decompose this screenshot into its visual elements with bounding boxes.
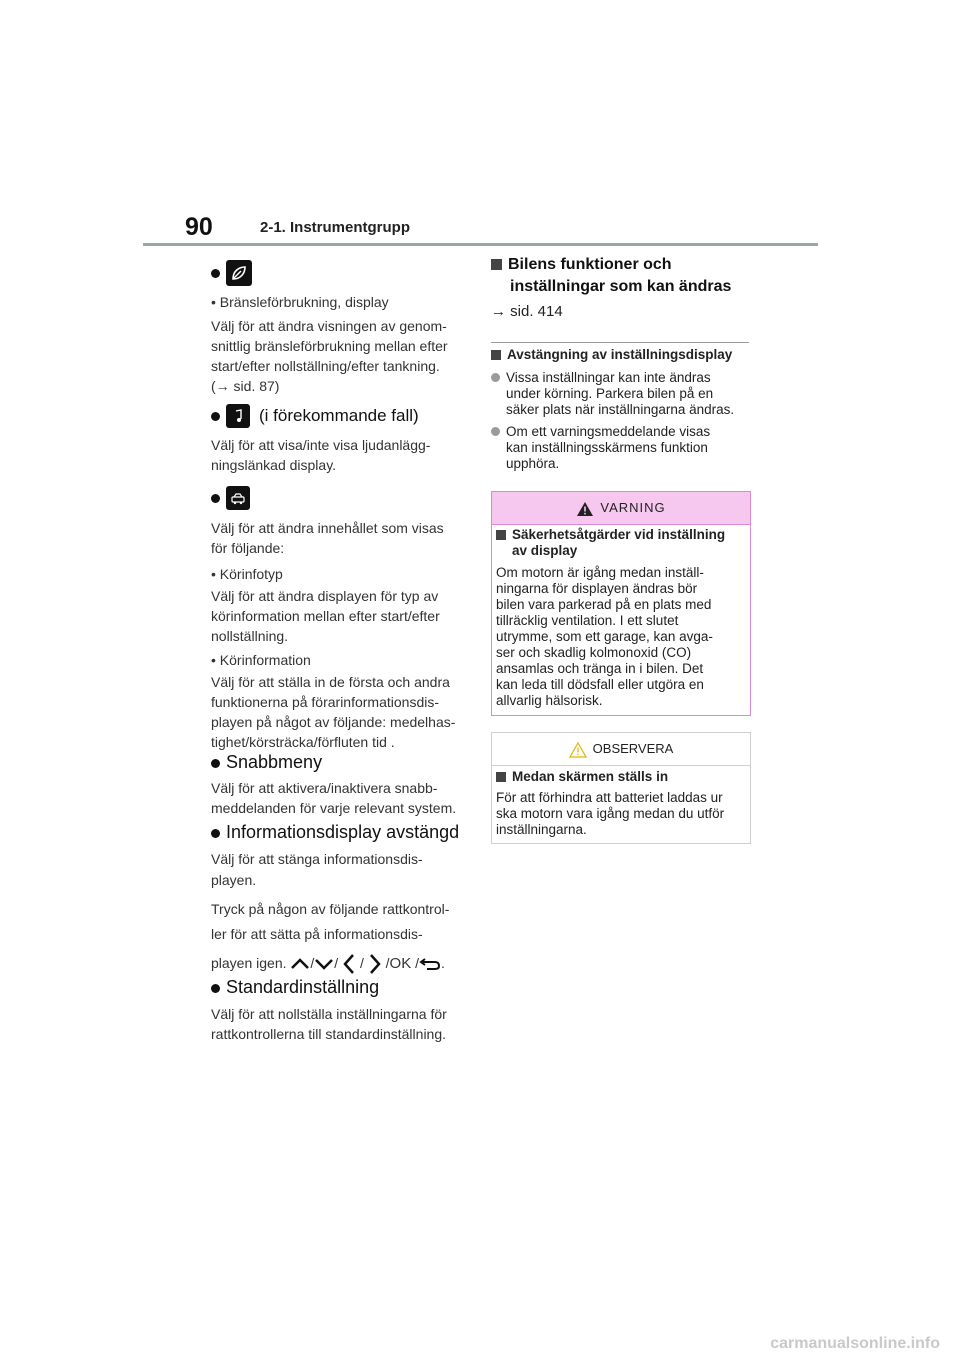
separator: /	[385, 955, 390, 971]
warning-header	[492, 492, 750, 525]
page-number: 90	[185, 213, 213, 241]
eco-ref: (→ sid. 87)	[211, 378, 280, 394]
b1-line-2: under körning. Parkera bilen på en	[506, 386, 714, 401]
drive-text-2: för följande:	[211, 540, 285, 556]
quick-menu-header	[211, 751, 322, 773]
b2-line-3: upphöra.	[506, 456, 560, 471]
display-off-text-5: playen igen.	[211, 955, 287, 971]
warning-line: allvarlig hälsorisk.	[496, 693, 603, 708]
default-setting-header	[211, 976, 379, 998]
warning-line: Om motorn är igång medan inställ-	[496, 565, 704, 580]
vehicle-info-icon	[226, 486, 250, 510]
drive-sub2-text-1: Välj för att ställa in de första och andra	[211, 674, 450, 690]
audio-text-1: Välj för att visa/inte visa ljudanlägg-	[211, 437, 431, 453]
separator: /	[415, 955, 419, 971]
default-setting-text-1: Välj för att nollställa inställningarna för	[211, 1006, 447, 1022]
quick-menu-text-1: Välj för att aktivera/inaktivera snabb-	[211, 780, 438, 796]
bullet-dot	[211, 412, 220, 421]
display-off-text-3: Tryck på någon av följande rattkontrol-	[211, 901, 450, 917]
bullet-dot	[211, 494, 220, 503]
notice-sub: Medan skärmen ställs in	[512, 769, 669, 784]
audio-item-body	[211, 435, 430, 475]
notice-line: inställningarna.	[496, 822, 587, 837]
b1-line-1: Vissa inställningar kan inte ändras	[506, 370, 711, 385]
chevron-right-icon	[368, 953, 382, 975]
square-bullet	[496, 772, 506, 782]
right-heading	[491, 254, 731, 298]
right-subhead	[491, 347, 732, 362]
eco-text-1: Välj för att ändra visningen av genom-	[211, 318, 447, 334]
square-bullet	[491, 259, 502, 270]
warning-line: bilen vara parkerad på en plats med	[496, 597, 712, 612]
b1-line-3: säker plats när inställningarna ändras.	[506, 402, 735, 417]
quick-menu-body	[211, 778, 456, 818]
eco-bullet: • Bränsleförbrukning, display	[211, 294, 389, 310]
period: .	[441, 955, 445, 971]
warning-line: ser och skadlig kolmonoxid (CO)	[496, 645, 692, 660]
right-ref: → sid. 414	[491, 303, 563, 320]
display-off-text-2: playen.	[211, 872, 257, 888]
drive-sub2-text-3: playen på något av följande: medelhas-	[211, 714, 456, 730]
drive-item-header	[211, 486, 250, 510]
bullet-dot	[211, 829, 220, 838]
heading-line-1: Bilens funktioner och	[508, 256, 672, 273]
bullet-dot	[211, 269, 220, 278]
drive-sub1-text-3: nollställning.	[211, 628, 289, 644]
warning-line: utrymme, som ett garage, kan avga-	[496, 629, 713, 644]
b2-line-1: Om ett varningsmeddelande visas	[506, 424, 711, 439]
warning-line: ningarna för displayen ändras bör	[496, 581, 698, 596]
right-bullets	[491, 370, 753, 472]
chevron-down-icon	[314, 957, 334, 971]
warning-sub-2: av display	[512, 543, 578, 558]
heading-line-2: inställningar som kan ändras	[510, 278, 732, 295]
drive-item-body	[211, 518, 471, 752]
quick-menu-title: Snabbmeny	[226, 752, 323, 772]
drive-sub1-text-1: Välj för att ändra displayen för typ av	[211, 588, 439, 604]
drive-text-1: Välj för att ändra innehållet som visas	[211, 520, 444, 536]
drive-sub2-text-4: tighet/körsträcka/förfluten tid .	[211, 734, 395, 750]
chevron-left-icon	[342, 953, 356, 975]
notice-box	[491, 732, 751, 844]
drive-sub1-text-2: körinformation mellan efter start/efter	[211, 608, 440, 624]
square-bullet	[491, 350, 501, 360]
audio-label: (i förekommande fall)	[259, 406, 419, 425]
back-arrow-icon	[419, 957, 441, 971]
display-off-body	[211, 849, 449, 975]
footer-watermark: carmanualsonline.info	[770, 1335, 940, 1352]
display-off-text-4: ler för att sätta på informationsdis-	[211, 926, 423, 942]
warning-triangle-icon	[576, 501, 594, 517]
default-setting-title: Standardinställning	[226, 977, 380, 997]
square-bullet	[496, 530, 506, 540]
header-rule	[143, 243, 818, 246]
chevron-up-icon	[290, 957, 310, 971]
eco-text-2: snittlig bränsleförbrukning mellan efter	[211, 338, 448, 354]
notice-body	[492, 788, 750, 840]
section-title: 2-1. Instrumentgrupp	[260, 219, 411, 236]
right-bullet-1	[491, 370, 753, 418]
notice-subhead	[492, 766, 750, 788]
separator: /	[334, 955, 339, 971]
warning-box	[491, 491, 751, 716]
caution-triangle-icon	[569, 742, 587, 758]
eco-text-3: start/efter nollställning/efter tankning.	[211, 358, 440, 374]
warning-subhead	[492, 525, 750, 561]
notice-title: OBSERVERA	[592, 741, 674, 756]
warning-line: tillräcklig ventilation. I ett slutet	[496, 613, 679, 628]
notice-line: ska motorn vara igång medan du utför	[496, 806, 725, 821]
audio-text-2: ningslänkad display.	[211, 457, 337, 473]
separator: /	[359, 955, 364, 971]
subhead-text: Avstängning av inställningsdisplay	[507, 347, 733, 362]
right-bullet-2	[491, 424, 753, 472]
bullet-dot	[491, 373, 500, 382]
warning-sub-1: Säkerhetsåtgärder vid inställning	[512, 527, 726, 542]
bullet-dot	[491, 427, 500, 436]
b2-line-2: kan inställningsskärmens funktion	[506, 440, 708, 455]
leaf-icon	[226, 260, 252, 286]
separator: /	[310, 955, 315, 971]
warning-line: kan leda till dödsfall eller utgöra en	[496, 677, 704, 692]
control-buttons-line	[211, 953, 449, 975]
warning-body	[492, 561, 750, 709]
display-off-text-1: Välj för att stänga informationsdis-	[211, 851, 423, 867]
drive-sub-2: • Körinformation	[211, 652, 311, 668]
ok-icon: OK	[389, 955, 412, 972]
music-note-icon	[226, 404, 250, 428]
eco-item-body	[211, 292, 471, 396]
default-setting-body	[211, 1004, 447, 1044]
right-divider	[491, 342, 749, 343]
drive-sub2-text-2: funktionerna på förarinformationsdis-	[211, 694, 440, 710]
display-off-title: Informationsdisplay avstängd	[226, 822, 460, 842]
notice-line: För att förhindra att batteriet laddas ur	[496, 790, 723, 805]
eco-item-header	[211, 260, 252, 286]
quick-menu-text-2: meddelanden för varje relevant system.	[211, 800, 457, 816]
audio-item-header	[211, 404, 419, 428]
display-off-header	[211, 821, 459, 843]
drive-sub-1: • Körinfotyp	[211, 566, 283, 582]
warning-line: ansamlas och tränga in i bilen. Det	[496, 661, 704, 676]
warning-title: VARNING	[600, 500, 666, 515]
bullet-dot	[211, 759, 220, 768]
bullet-dot	[211, 984, 220, 993]
default-setting-text-2: rattkontrollerna till standardinställning.	[211, 1026, 447, 1042]
notice-header	[492, 733, 750, 766]
